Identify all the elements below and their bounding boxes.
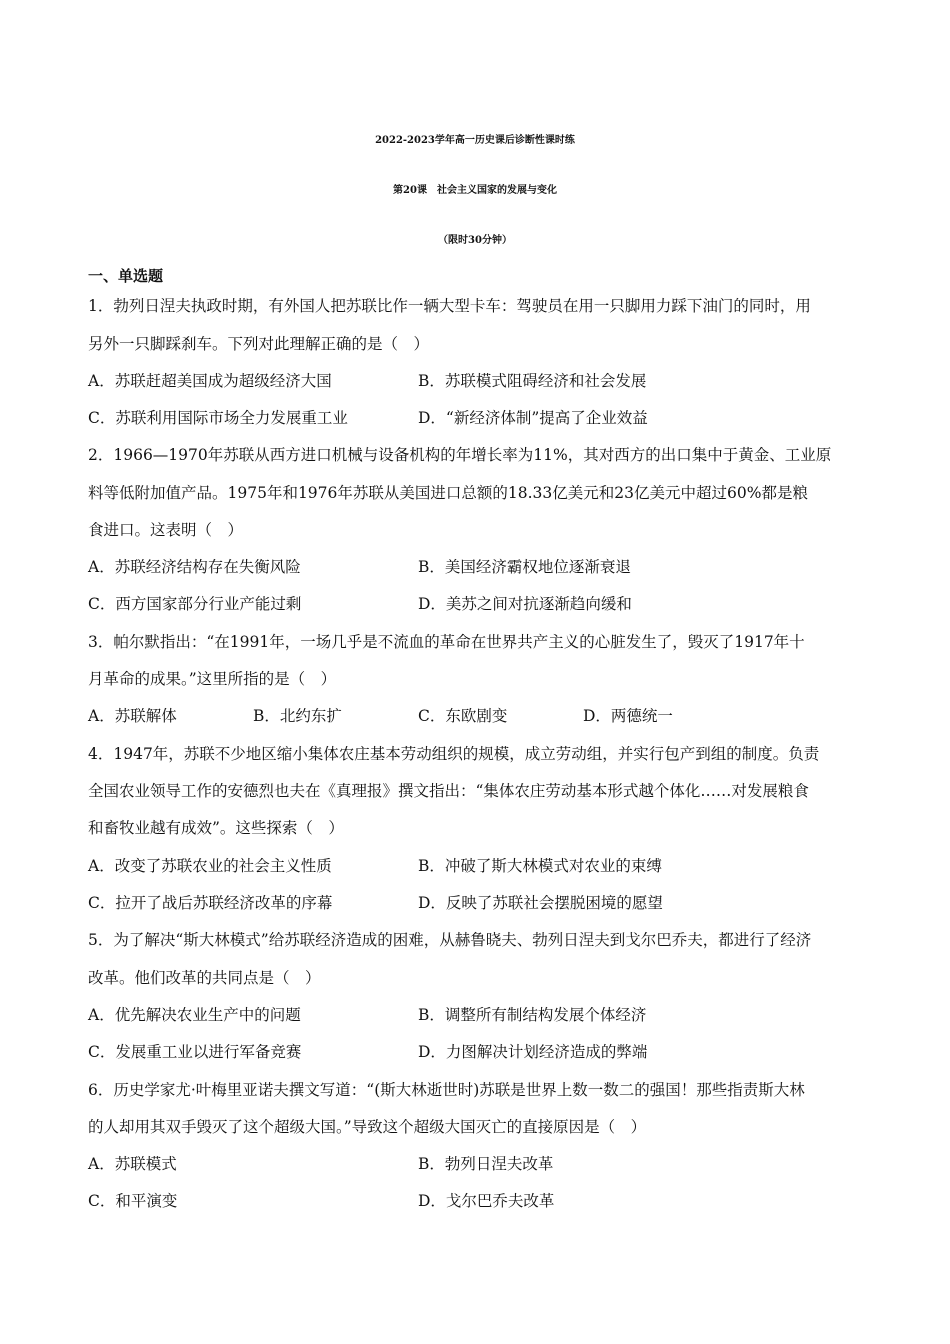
question-2-option-a: A．苏联经济结构存在失衡风险 xyxy=(88,558,301,576)
question-2-option-b: B．美国经济霸权地位逐渐衰退 xyxy=(418,558,631,576)
question-6-line-1: 6．历史学家尤·叶梅里亚诺夫撰文写道：“(斯大林逝世时)苏联是世界上数一数二的强国！那些指责斯大林 xyxy=(88,1081,805,1099)
question-5-option-d: D．力图解决计划经济造成的弊端 xyxy=(418,1043,648,1061)
question-3-option-b: B．北约东扩 xyxy=(253,707,342,725)
question-5-line-1: 5．为了解决“斯大林模式”给苏联经济造成的困难，从赫鲁晓夫、勃列日涅夫到戈尔巴乔夫，都进行了经济 xyxy=(88,931,812,949)
question-6-option-d: D．戈尔巴乔夫改革 xyxy=(418,1192,555,1210)
question-4-line-3: 和畜牧业越有成效”。这些探索（ ） xyxy=(88,819,344,837)
question-4-line-2: 全国农业领导工作的安德烈也夫在《真理报》撰文指出：“集体农庄劳动基本形式越个体化……对发展粮食 xyxy=(88,782,809,800)
question-6-option-c: C．和平演变 xyxy=(88,1192,178,1210)
question-2-line-1: 2．1966—1970年苏联从西方进口机械与设备机构的年增长率为11%，其对西方的出口集中于黄金、工业原 xyxy=(88,446,832,464)
question-5-option-b: B．调整所有制结构发展个体经济 xyxy=(418,1006,647,1024)
time-limit: （限时30分钟） xyxy=(438,235,512,246)
question-6-option-b: B．勃列日涅夫改革 xyxy=(418,1155,554,1173)
question-3-line-2: 月革命的成果。”这里所指的是（ ） xyxy=(88,670,337,688)
question-6-option-a: A．苏联模式 xyxy=(88,1155,177,1173)
question-2-option-d: D．美苏之间对抗逐渐趋向缓和 xyxy=(418,595,632,613)
question-1-option-c: C．苏联利用国际市场全力发展重工业 xyxy=(88,409,348,427)
question-6-line-2: 的人却用其双手毁灭了这个超级大国。”导致这个超级大国灭亡的直接原因是（ ） xyxy=(88,1118,647,1136)
question-5-option-a: A．优先解决农业生产中的问题 xyxy=(88,1006,301,1024)
question-1-option-b: B．苏联模式阻碍经济和社会发展 xyxy=(418,372,647,390)
question-2-option-c: C．西方国家部分行业产能过剩 xyxy=(88,595,302,613)
question-5-line-2: 改革。他们改革的共同点是（ ） xyxy=(88,969,321,987)
question-1-line-2: 另外一只脚踩刹车。下列对此理解正确的是（ ） xyxy=(88,335,430,353)
document-title: 2022-2023学年高一历史课后诊断性课时练 xyxy=(375,135,575,146)
question-4-option-d: D．反映了苏联社会摆脱困境的愿望 xyxy=(418,894,663,912)
lesson-title: 第20课 社会主义国家的发展与变化 xyxy=(393,185,557,196)
question-3-option-d: D．两德统一 xyxy=(583,707,673,725)
question-1-line-1: 1．勃列日涅夫执政时期，有外国人把苏联比作一辆大型卡车：驾驶员在用一只脚用力踩下油门的同时，用 xyxy=(88,297,811,315)
question-3-option-c: C．东欧剧变 xyxy=(418,707,508,725)
question-3-line-1: 3．帕尔默指出：“在1991年，一场几乎是不流血的革命在世界共产主义的心脏发生了，毁灭了1917年十 xyxy=(88,633,805,651)
question-2-line-2: 料等低附加值产品。1975年和1976年苏联从美国进口总额的18.33亿美元和23亿美元中超过60%都是粮 xyxy=(88,484,808,502)
question-2-line-3: 食进口。这表明（ ） xyxy=(88,521,244,539)
section-heading: 一、单选题 xyxy=(88,267,164,285)
question-4-option-c: C．拉开了战后苏联经济改革的序幕 xyxy=(88,894,333,912)
question-4-option-b: B．冲破了斯大林模式对农业的束缚 xyxy=(418,857,662,875)
question-1-option-d: D．“新经济体制”提高了企业效益 xyxy=(418,409,648,427)
question-4-line-1: 4．1947年，苏联不少地区缩小集体农庄基本劳动组织的规模，成立劳动组，并实行包产到组的制度。负责 xyxy=(88,745,820,763)
question-3-option-a: A．苏联解体 xyxy=(88,707,177,725)
question-5-option-c: C．发展重工业以进行军备竞赛 xyxy=(88,1043,302,1061)
question-1-option-a: A．苏联赶超美国成为超级经济大国 xyxy=(88,372,332,390)
question-4-option-a: A．改变了苏联农业的社会主义性质 xyxy=(88,857,332,875)
